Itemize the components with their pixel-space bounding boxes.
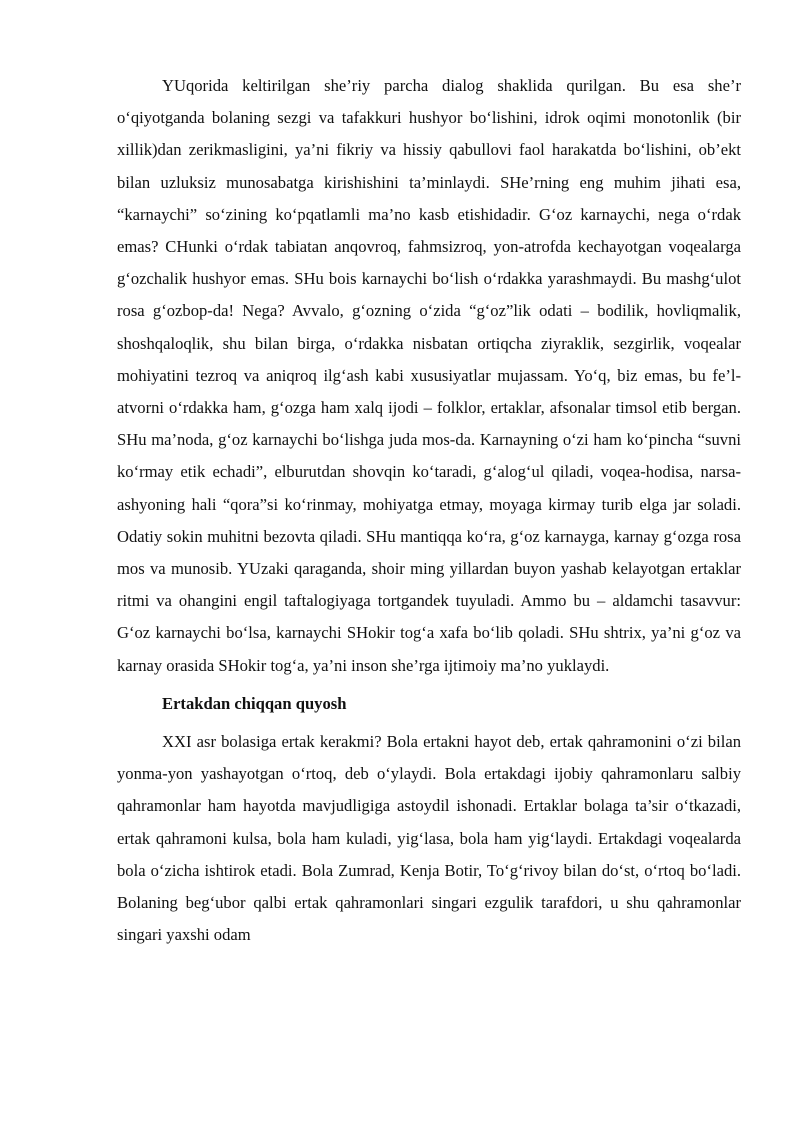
section-heading: Ertakdan chiqqan quyosh	[162, 693, 347, 713]
body-paragraph: YUqorida keltirilgan she’riy parcha dialog shaklida qurilgan. Bu esa she’r o‘qiyotganda bolaning sezgi va tafakkuri hushyor bo‘lishini, idrok oqimi monotonlik (bir xillik)dan zerikmasligini, ya’ni fikriy va hissiy qabullovi faol harakatda bo‘lishini, ob’ekt bilan uzluksiz munosabatga kirishishini ta’minlaydi. SHe’rning eng muhim jihati esa, “karnaychi” so‘zining ko‘pqatlamli ma’no kasb etishidadir. G‘oz karnaychi, nega o‘rdak emas? CHunki o‘rdak tabiatan anqovroq, fahmsizroq, yon-atrofda kechayotgan voqealarga g‘ozchalik hushyor emas. SHu bois karnaychi bo‘lish o‘rdakka yarashmaydi. Bu mashg‘ulot rosa g‘ozbop-da! Nega? Avvalo, g‘ozning o‘zida “g‘oz”lik odati – bodilik, hovliqmalik, shoshqaloqlik, shu bilan birga, o‘rdakka nisbatan ortiqcha ziyraklik, sezgirlik, voqealar mohiyatini tezroq va aniqroq ilg‘ash kabi xususiyatlar mujassam. Yo‘q, biz emas, bu fe’l-atvorni o‘rdakka ham, g‘ozga ham xalq ijodi – folklor, ertaklar, afsonalar timsol etib bergan. SHu ma’noda, g‘oz karnaychi bo‘lishga juda mos-da. Karnayning o‘zi ham ko‘pincha “suvni ko‘rmay etik echadi”, elburutdan shovqin ko‘taradi, g‘alog‘ul qiladi, voqea-hodisa, narsa-ashyoning hali “qora”si ko‘rinmay, mohiyatga etmay, moyaga kirmay turib elga jar soladi. Odatiy sokin muhitni bezovta qiladi. SHu mantiqqa ko‘ra, g‘oz karnayga, karnay g‘ozga rosa mos va munosib. YUzaki qaraganda, shoir ming yillardan buyon yashab kelayotgan ertaklar ritmi va ohangini engil taftalogiyaga tortgandek tuyuladi. Ammo bu – aldamchi tasavvur: G‘oz karnaychi bo‘lsa, karnaychi SHokir tog‘a xafa bo‘lib qoladi. SHu shtrix, ya’ni g‘oz va karnay orasida SHokir tog‘a, ya’ni inson she’rga ijtimoiy ma’no yuklaydi.	[117, 76, 741, 675]
body-paragraph: XXI asr bolasiga ertak kerakmi? Bola ertakni hayot deb, ertak qahramonini o‘zi bilan yonma-yon yashayotgan o‘rtoq, deb o‘ylaydi. Bola ertakdagi ijobiy qahramonlaru salbiy qahramonlar ham hayotda mavjudligiga astoydil ishonadi. Ertaklar bolaga ta’sir o‘tkazadi, ertak qahramoni kulsa, bola ham kuladi, yig‘lasa, bola ham yig‘laydi. Ertakdagi voqealarda bola o‘zicha ishtirok etadi. Bola Zumrad, Kenja Botir, To‘g‘rivoy bilan do‘st, o‘rtoq bo‘ladi. Bolaning beg‘ubor qalbi ertak qahramonlari singari ezgulik tarafdori, u shu qahramonlar singari yaxshi odam	[117, 732, 741, 945]
document-page	[117, 70, 741, 951]
